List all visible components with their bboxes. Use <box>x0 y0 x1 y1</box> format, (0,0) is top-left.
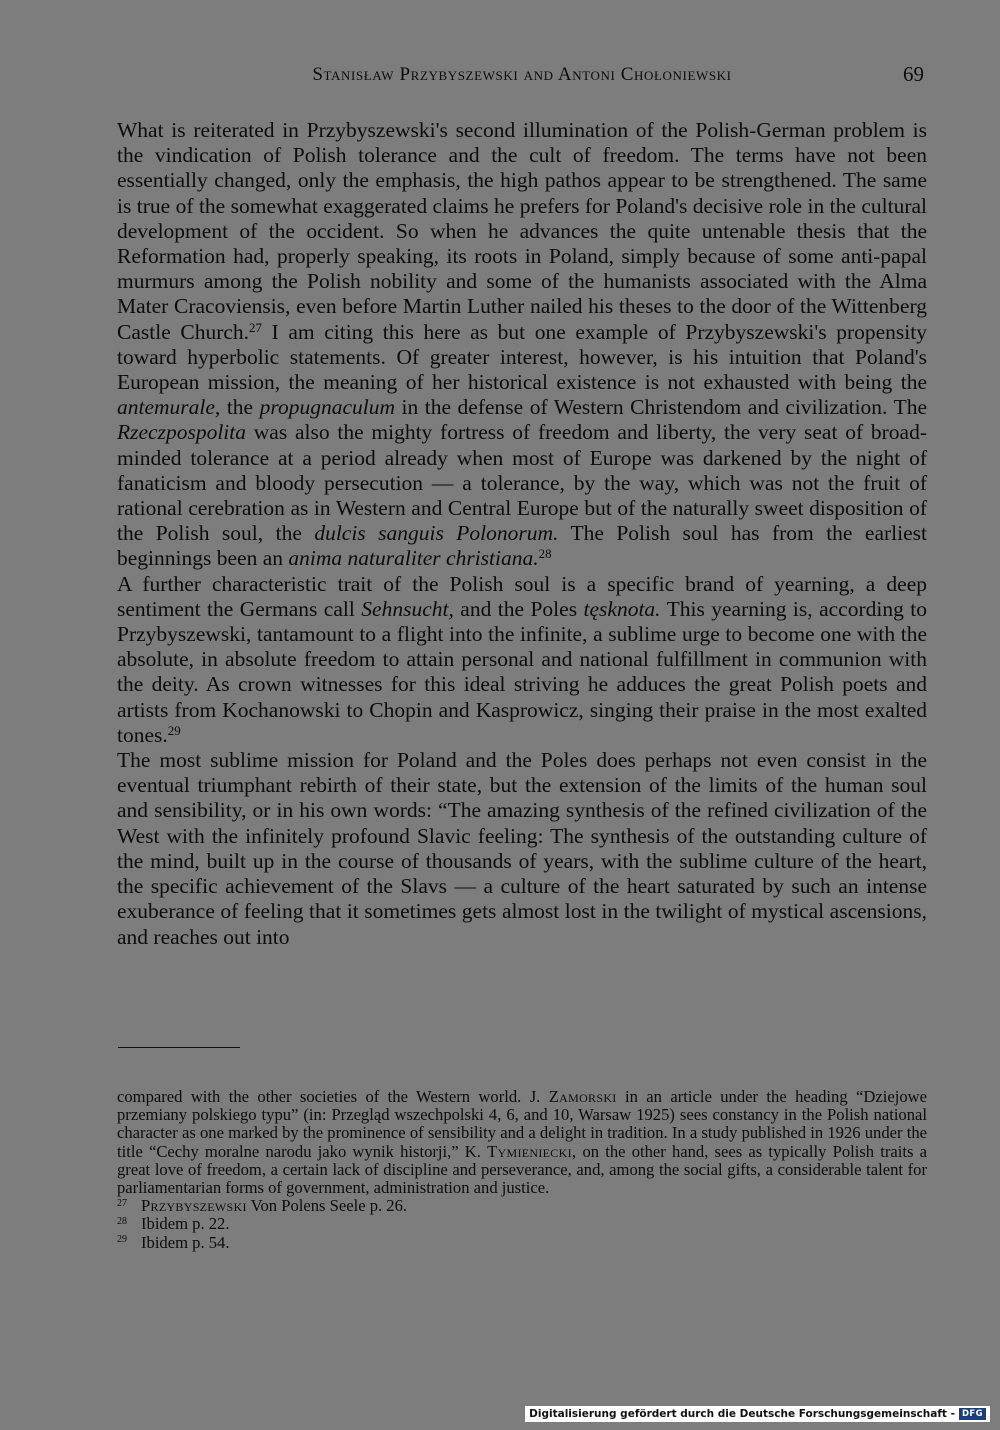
italic-term: propugnaculum <box>259 395 395 420</box>
italic-term: tęsknota. <box>583 596 661 621</box>
italic-term: dulcis sanguis Polonorum. <box>314 521 559 546</box>
footnotes <box>117 1088 927 1252</box>
body-text <box>117 118 927 950</box>
footnote-ref: 28 <box>538 547 552 562</box>
running-head: Stanisław Przybyszewski and Antoni Chołoniewski <box>312 64 732 85</box>
text-run: on the other hand, sees as typically Polish traits a great love of freedom, a certain lack of discipline and perseverance, and, among the social gifts, a considerable talent for parliamentarian forms of government, administration and justice. <box>117 1141 927 1198</box>
italic-term: Rzeczpospolita <box>117 420 246 445</box>
text-run: compared with the other societies of the Western world. J. <box>117 1087 549 1106</box>
footnote-text: Ibidem p. 22. <box>141 1214 230 1234</box>
italic-term: anima naturaliter christiana. <box>288 546 539 571</box>
text-run: and the Poles <box>453 596 584 621</box>
author-name: Zamorski <box>548 1087 617 1106</box>
author-name: Przybyszewski <box>141 1196 247 1216</box>
paragraph <box>117 118 927 572</box>
text-run: What is reiterated in Przybyszewski's second illumination of the Polish-German problem is the vindication of Polish tolerance and the cult of freedom. The terms have not been essentially changed, only the emphasis, the high pathos appear to be strengthened. The same is true of the somewhat exaggerated claims he prefers for Poland's decisive role in the cultural development of the occident. So when he advances the quite untenable thesis that the Reformation had, properly speaking, its roots in Poland, simply because of some anti-papal murmurs among the Polish nobility and some of the humanists associated with the Alma Mater Cracoviensis, even before Martin Luther nailed his theses to the door of the Wittenberg Castle Church. <box>117 118 927 344</box>
footnote-ref: 27 <box>249 320 262 335</box>
digitization-credit <box>525 1406 990 1422</box>
text-run: A further characteristic trait of the Polish soul is a specific brand of yearning, a deep sentiment the Germans call <box>117 571 927 621</box>
text-run: in the defense of Western Christendom and civilization. The <box>395 395 927 420</box>
footnote-text: Ibidem p. 54. <box>141 1232 230 1252</box>
paragraph: The most sublime mission for Poland and the Poles does perhaps not even consist in the eventual triumphant rebirth of their state, but the extension of the limits of the human soul and sensibility, or in his own words: “The amazing synthesis of the refined civilization of the West with the infinitely profound Slavic feeling: The synthesis of the outstanding culture of the mind, built up in the course of thousands of years, with the sublime culture of the heart, the specific achievement of the Slavs — a culture of the heart saturated by such an intense exuberance of feeling that it sometimes gets almost lost in the twilight of mystical ascensions, and reaches out into <box>117 748 927 949</box>
footnote-text: Von Polens Seele p. 26. <box>246 1196 408 1216</box>
footnote-continuation <box>117 1088 927 1197</box>
footnote: $^{28}$ Ibidem p. 22. <box>117 1214 230 1234</box>
footnote-ref: 29 <box>167 723 181 738</box>
text-run: This yearning is, according to Przybyszewski, tantamount to a flight into the infinite, a sublime urge to become one with the absolute, in absolute freedom to attain personal and national fulfillment in communion with the deity. As crown witnesses for this ideal striving he adduces the great Polish poets and artists from Kochanowski to Chopin and Kasprowicz, singing their praise in the most exalted tones. <box>117 596 927 747</box>
footnote: $^{29}$ Ibidem p. 54. <box>117 1232 230 1252</box>
text-run: I am citing this here as but one example of Przybyszewski's propensity toward hyperbolic statements. Of greater interest, however, is his intuition that Poland's European mission, the meaning of her historical existence is not exhausted with being the <box>117 319 927 395</box>
text-run: in an article under the heading “Dziejowe przemiany polskiego typu” (in: Przegląd wszechpolski 4, 6, and 10, Warsaw 1925) sees constancy in the Polish national character as one marked by the prominence of sensibility and a delight in tradition. In a study published in 1926 under the title “Cechy moralne narodu jako wynik historji,” K. <box>117 1087 927 1161</box>
footnote-rule <box>118 1047 240 1048</box>
paragraph <box>117 572 927 748</box>
text-run: the <box>220 395 260 420</box>
credit-text: Digitalisierung gefördert durch die Deutsche Forschungsgemeinschaft - <box>529 1408 955 1420</box>
italic-term: Sehnsucht, <box>361 596 454 621</box>
page-header <box>118 62 926 92</box>
footnote: $^{27}$ Przybyszewski Von Polens Seele p. 26. <box>117 1196 408 1216</box>
dfg-logo-icon: DFG <box>959 1408 986 1420</box>
page-number: 69 <box>903 62 924 86</box>
text-run: was also the mighty fortress of freedom and liberty, the very seat of broad-minded tolerance at a period already when most of Europe was darkened by the night of fanaticism and bloody persecution — a tolerance, by the way, which was not the fruit of rational cerebration as in Western and Central Europe but of the naturally sweet disposition of the Polish soul, the <box>117 420 927 546</box>
italic-term: antemurale, <box>117 395 221 420</box>
author-name: Tymieniecki, <box>487 1141 577 1161</box>
text-run: The Polish soul has from the earliest beginnings been an <box>117 521 927 571</box>
